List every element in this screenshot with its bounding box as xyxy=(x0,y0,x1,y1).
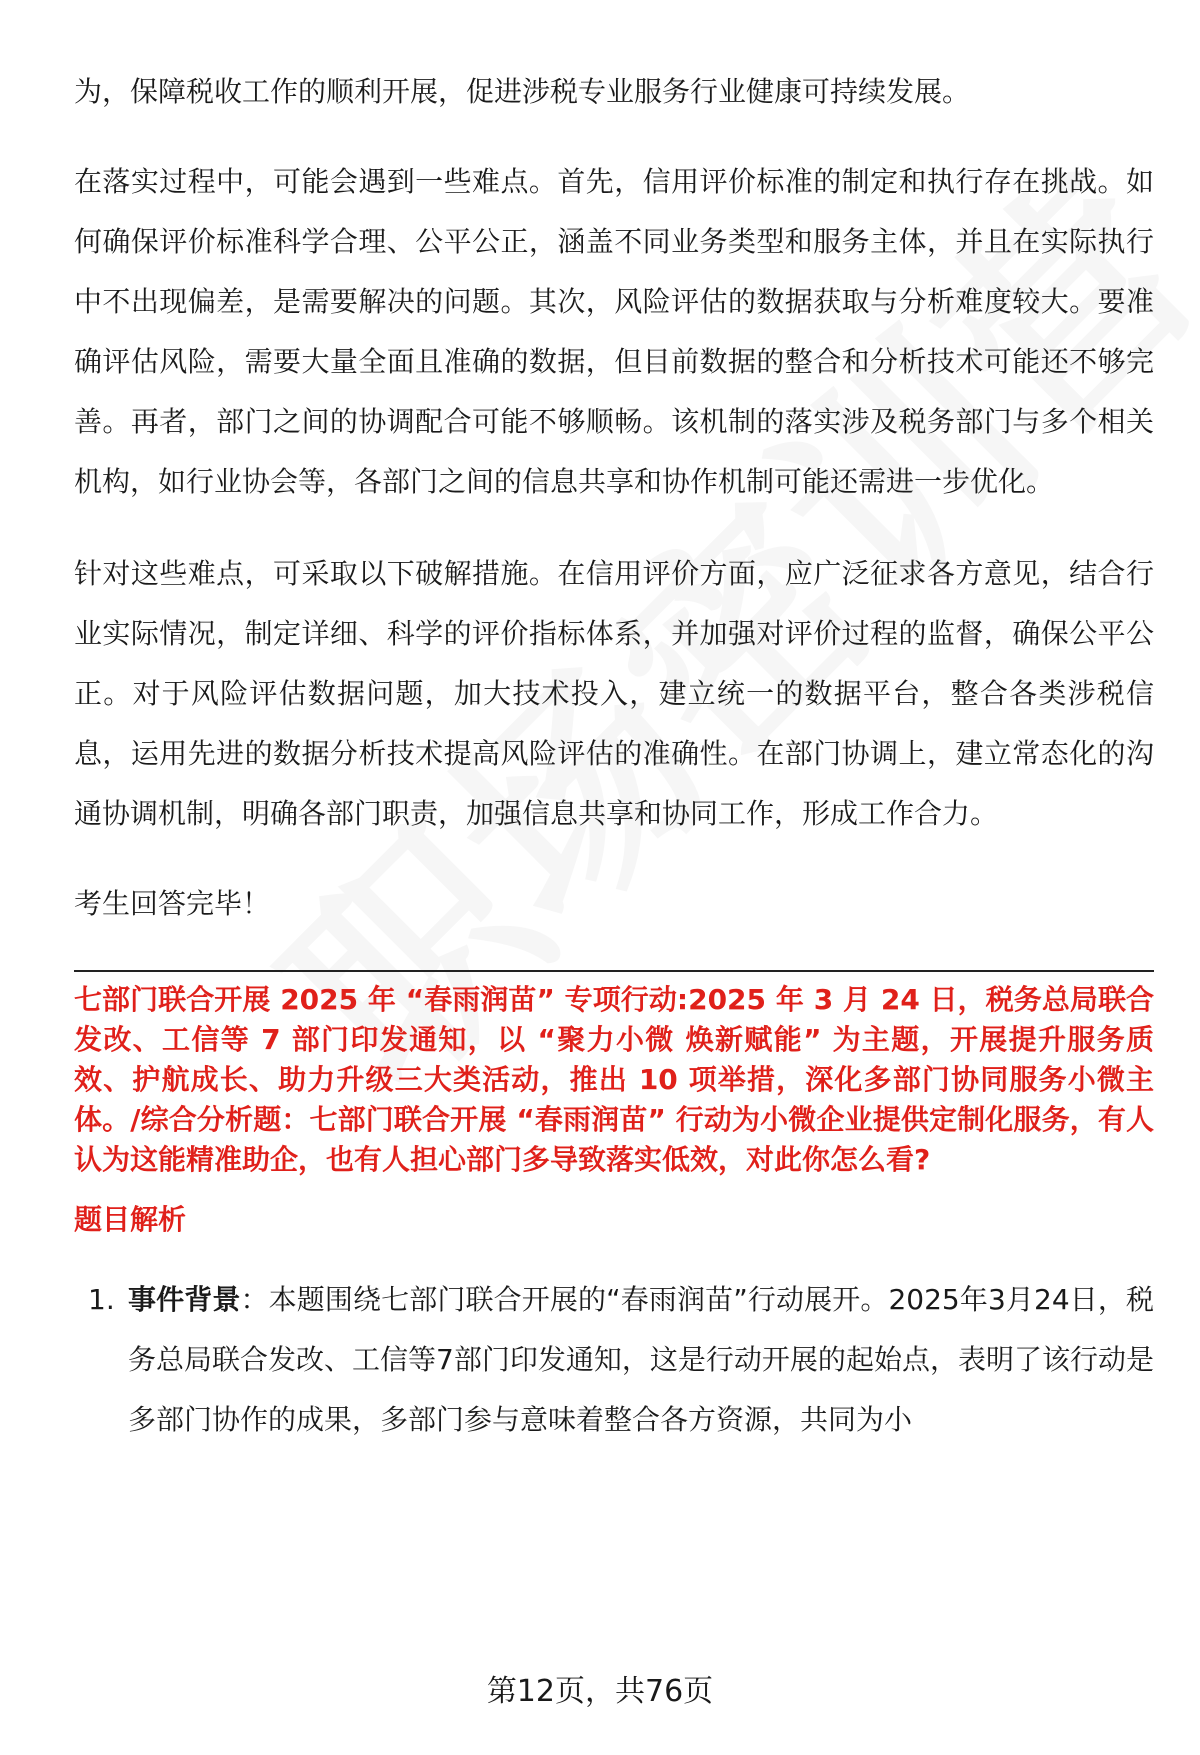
list-item-label: 事件背景 xyxy=(128,1283,241,1316)
list-item-number: 1. xyxy=(88,1283,115,1316)
paragraph-4: 考生回答完毕！ xyxy=(74,887,271,920)
section-divider xyxy=(74,970,1154,972)
paragraph-3: 针对这些难点，可采取以下破解措施。在信用评价方面，应广泛征求各方意见，结合行业实际情况，制定详细、科学的评价指标体系，并加强对评价过程的监督，确保公平公正。对于风险评估数据问题，加大技术投入，建立统一的数据平台，整合各类涉税信息，运用先进的数据分析技术提高风险评估的准确性。在部门协调上，建立常态化的沟通协调机制，明确各部门职责，加强信息共享和协同工作，形成工作合力。 xyxy=(74,557,1154,830)
analysis-title: 题目解析 xyxy=(74,1203,187,1236)
list-item xyxy=(74,1270,1154,1450)
page-number: 第12页，共76页 xyxy=(486,1674,714,1709)
list-item-body xyxy=(128,1270,1154,1450)
analysis-list xyxy=(74,1270,1154,1450)
question-text: 七部门联合开展 2025 年 “春雨润苗” 专项行动:2025 年 3 月 24 日，税务总局联合发改、工信等 7 部门印发通知，以 “聚力小微 焕新赋能” 为主题，开展提升服务质效、护航成长、助力升级三大类活动，推出 10 项举措，深化多部门协同服务小微主体。/综合分析题：七部门联合开展 “春雨润苗” 行动为小微企业提供定制化服务，有人认为这能精准助企，也有人担心部门多导致落实低效，对此你怎么看? xyxy=(74,983,1154,1176)
list-item-text: ：本题围绕七部门联合开展的“春雨润苗”行动展开。2025年3月24日，税务总局联合发改、工信等7部门印发通知，这是行动开展的起始点，表明了该行动是多部门协作的成果，多部门参与意味着整合各方资源，共同为小 xyxy=(128,1283,1154,1436)
paragraph-1: 为，保障税收工作的顺利开展，促进涉税专业服务行业健康可持续发展。 xyxy=(74,75,971,108)
document-page xyxy=(74,62,1154,1450)
paragraph-2: 在落实过程中，可能会遇到一些难点。首先，信用评价标准的制定和执行存在挑战。如何确保评价标准科学合理、公平公正，涵盖不同业务类型和服务主体，并且在实际执行中不出现偏差，是需要解决的问题。其次，风险评估的数据获取与分析难度较大。要准确评估风险，需要大量全面且准确的数据，但目前数据的整合和分析技术可能还不够完善。再者，部门之间的协调配合可能不够顺畅。该机制的落实涉及税务部门与多个相关机构，如行业协会等，各部门之间的信息共享和协作机制可能还需进一步优化。 xyxy=(74,165,1154,498)
